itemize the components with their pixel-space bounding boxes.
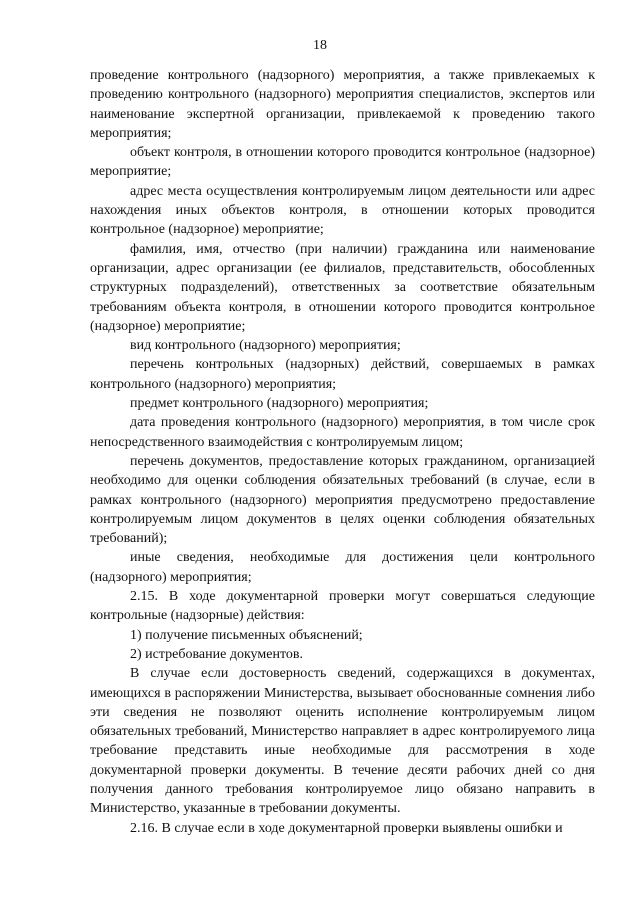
- paragraph-documents-list: перечень документов, предоставление которых гражданином, организацией необходимо для оценки соблюдения обязательных требований (в случае, если в рамках контрольного (надзорного) мероприятия предусмотрено предоставление контролируемым лицом документов в целях оценки соблюдения обязательных требований);: [90, 453, 595, 547]
- document-body: [90, 66, 595, 838]
- paragraph-event-date: дата проведения контрольного (надзорного) мероприятия, в том числе срок непосредственного взаимодействия с контролируемым лицом;: [90, 415, 595, 450]
- paragraph-item-2: 2) истребование документов.: [130, 646, 303, 662]
- paragraph-control-object: объект контроля, в отношении которого проводится контрольное (надзорное) мероприятие;: [90, 145, 595, 180]
- paragraph-continuation: проведение контрольного (надзорного) мероприятия, а также привлекаемых к проведению контрольного (надзорного) мероприятия специалистов, экспертов или наименование экспертной организации, привлекаемой к проведению такого мероприятия;: [90, 68, 595, 141]
- paragraph-event-subject: предмет контрольного (надзорного) мероприятия;: [130, 396, 429, 412]
- page-number: 18: [313, 38, 327, 53]
- paragraph-responsible-person: фамилия, имя, отчество (при наличии) гражданина или наименование организации, адрес организации (ее филиалов, представительств, обособленных структурных подразделений), ответственных за соответствие обязательным требованиям объекта контроля, в отношении которого проводится контрольное (надзорное) мероприятие;: [90, 241, 595, 334]
- paragraph-reliability: В случае если достоверность сведений, содержащихся в документах, имеющихся в распоряжении Министерства, вызывает обоснованные сомнения либо эти сведения не позволяют оценить исполнение контролируемым лицом обязательных требований, Министерство направляет в адрес контролируемого лица требование представить иные необходимые для рассмотрения в ходе документарной проверки документы. В течение десяти рабочих дней со дня получения данного требования контролируемое лицо обязано направить в Министерство, указанные в требовании документы.: [90, 666, 595, 817]
- paragraph-event-type: вид контрольного (надзорного) мероприятия;: [130, 338, 401, 354]
- paragraph-2-16: 2.16. В случае если в ходе документарной проверки выявлены ошибки и: [130, 820, 563, 836]
- paragraph-2-15: 2.15. В ходе документарной проверки могут совершаться следующие контрольные (надзорные) действия:: [90, 589, 595, 624]
- paragraph-activity-address: адрес места осуществления контролируемым лицом деятельности или адрес нахождения иных объектов контроля, в отношении которых проводится контрольное (надзорное) мероприятие;: [90, 183, 595, 238]
- paragraph-other-info: иные сведения, необходимые для достижения цели контрольного (надзорного) мероприятия;: [90, 550, 595, 585]
- paragraph-actions-list: перечень контрольных (надзорных) действий, совершаемых в рамках контрольного (надзорного) мероприятия;: [90, 357, 595, 392]
- paragraph-item-1: 1) получение письменных объяснений;: [130, 627, 363, 643]
